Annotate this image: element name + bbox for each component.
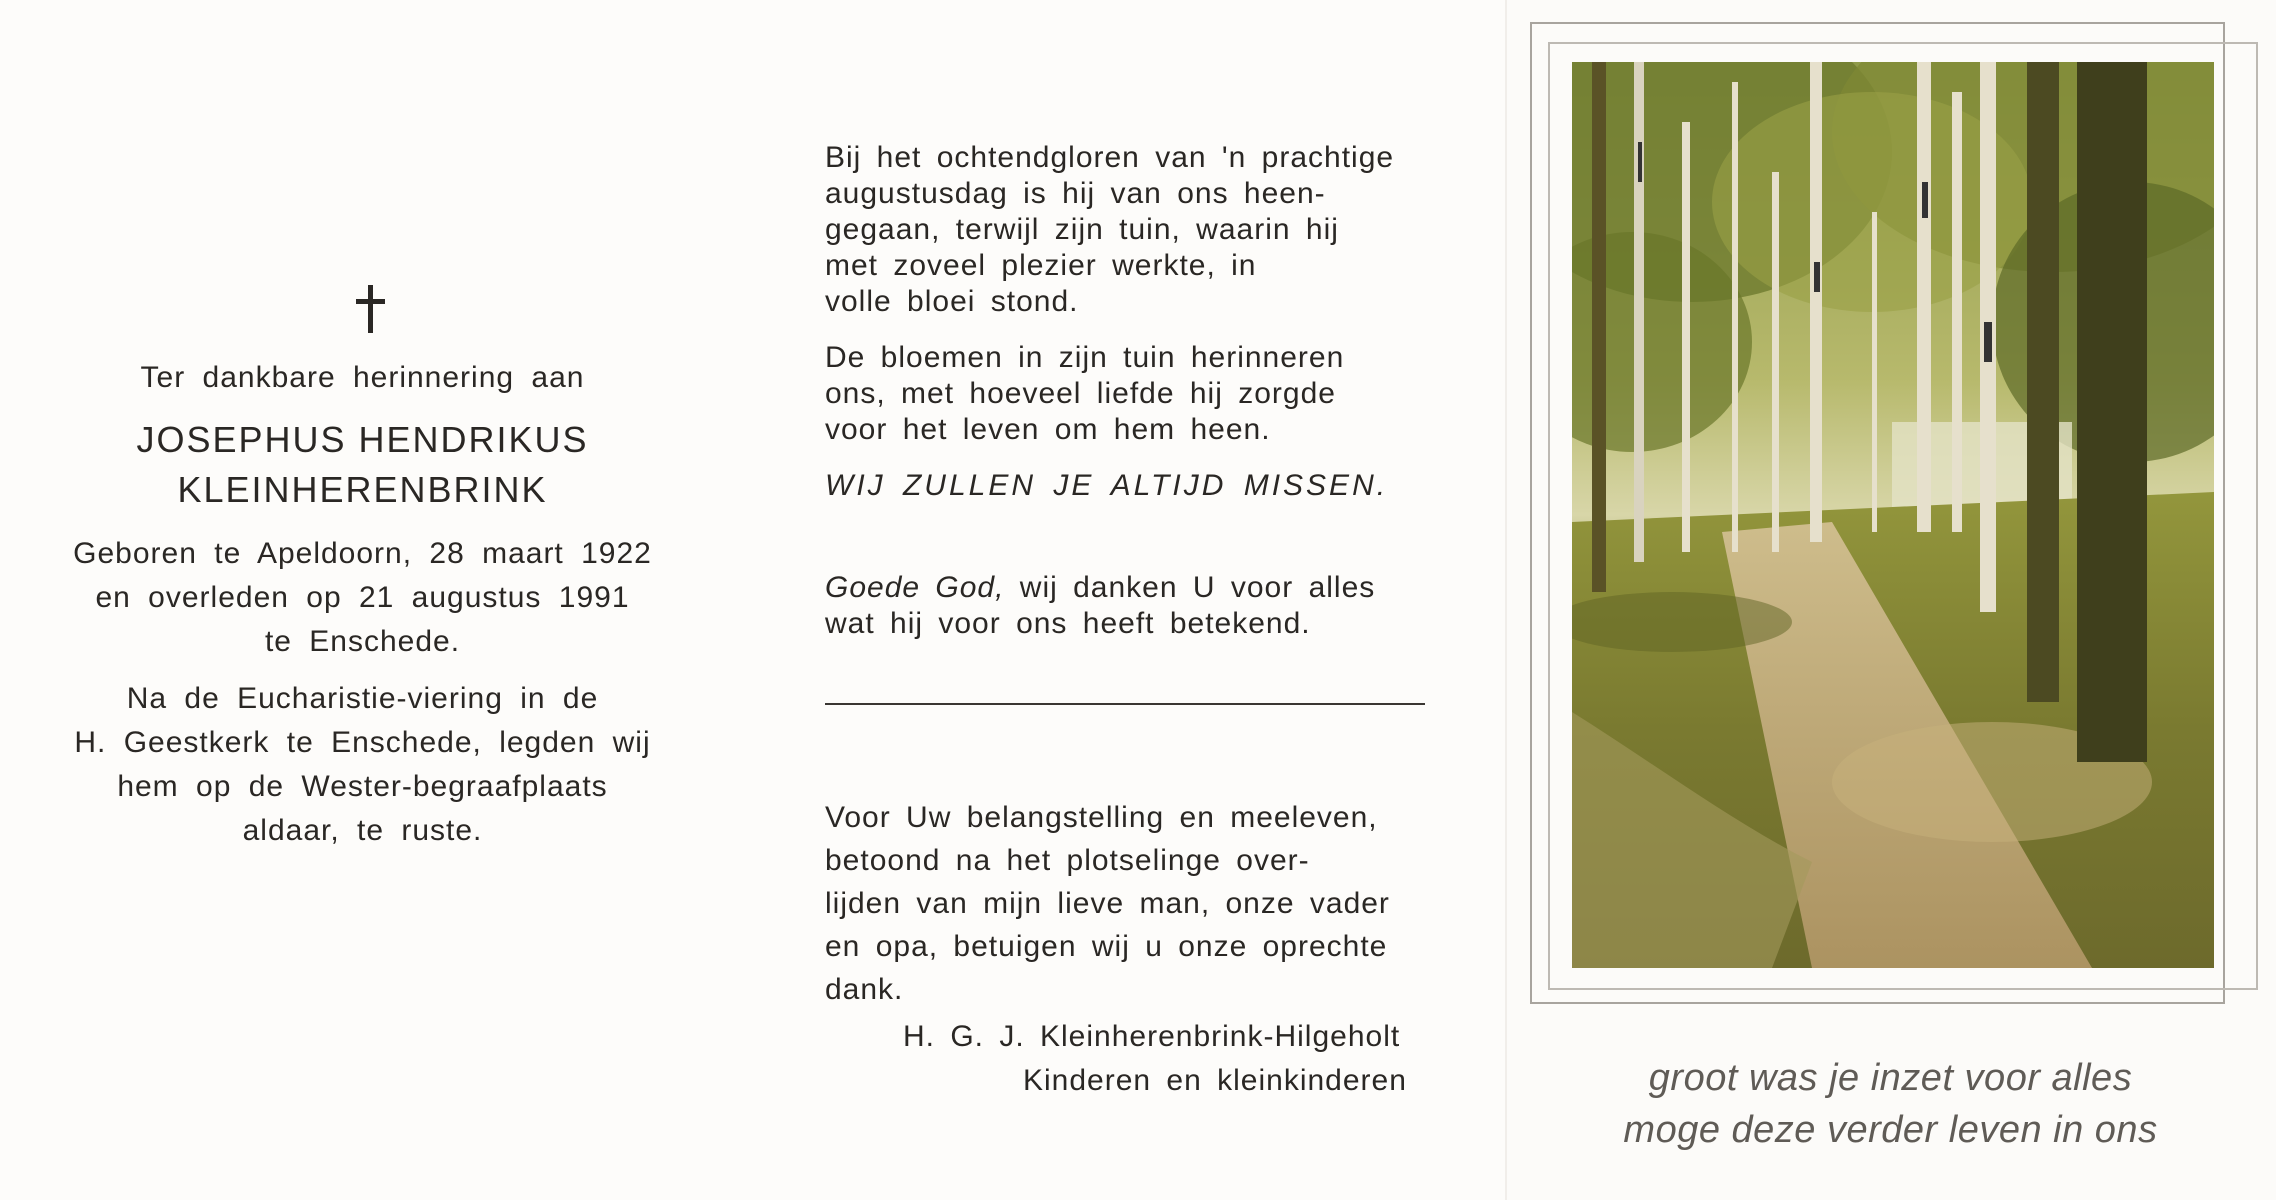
quote-line-2: moge deze verder leven in ons	[1623, 1109, 2158, 1151]
miss-you-text: WIJ ZULLEN JE ALTIJD MISSEN.	[825, 469, 1389, 502]
burial-line: H. Geestkerk te Enschede, legden wij	[74, 726, 651, 759]
poem-line: voor het leven om hem heen.	[825, 413, 1271, 446]
thanks-paragraph	[825, 796, 1390, 1011]
death-line: en overleden op 21 augustus 1991	[95, 581, 630, 614]
prayer-italic: Goede God,	[825, 571, 1005, 604]
left-panel	[0, 0, 760, 1200]
thanks-line: lijden van mijn lieve man, onze vader	[825, 887, 1390, 920]
prayer-rest: wij danken U voor alles	[1004, 571, 1376, 604]
birth-line: Geboren te Apeldoorn, 28 maart 1922	[73, 537, 652, 570]
poem-line: Bij het ochtendgloren van 'n prachtige	[825, 141, 1395, 174]
birth-info	[0, 532, 725, 664]
prayer-text	[825, 570, 1375, 642]
divider-line	[825, 703, 1425, 705]
burial-info	[0, 677, 725, 853]
thanks-line: en opa, betuigen wij u onze oprechte	[825, 930, 1388, 963]
burial-line: Na de Eucharistie-viering in de	[126, 682, 599, 715]
thanks-line: Voor Uw belangstelling en meeleven,	[825, 801, 1378, 834]
intro-text: Ter dankbare herinnering aan	[140, 361, 585, 394]
cross-icon	[352, 285, 388, 333]
prayer-line	[825, 570, 1375, 606]
deceased-name-line2: KLEINHERENBRINK	[177, 469, 548, 510]
thanks-line: dank.	[825, 973, 904, 1006]
poem-line: met zoveel plezier werkte, in	[825, 249, 1257, 282]
poem-line: ons, met hoeveel liefde hij zorgde	[825, 377, 1336, 410]
burial-line: hem op de Wester-begraafplaats	[117, 770, 608, 803]
middle-panel	[760, 0, 1505, 1200]
burial-line: aldaar, te ruste.	[242, 814, 483, 847]
death-place-line: te Enschede.	[264, 625, 461, 658]
poem-paragraph-1	[825, 140, 1394, 320]
forest-path-illustration	[1572, 62, 2214, 968]
poem-line: gegaan, terwijl zijn tuin, waarin hij	[825, 213, 1339, 246]
poem-line: De bloemen in zijn tuin herinneren	[825, 341, 1345, 374]
thanks-line: betoond na het plotselinge over-	[825, 844, 1310, 877]
poem-line: augustusdag is hij van ons heen-	[825, 177, 1326, 210]
prayer-line-2: wat hij voor ons heeft betekend.	[825, 607, 1311, 640]
signature-spouse: H. G. J. Kleinherenbrink-Hilgeholt	[903, 1020, 1401, 1053]
deceased-name-line1: JOSEPHUS HENDRIKUS	[136, 419, 589, 460]
forest-path-photo	[1572, 62, 2214, 968]
quote-line-1: groot was je inzet voor alles	[1648, 1057, 2133, 1099]
poem-paragraph-2	[825, 340, 1344, 448]
poem-line: volle bloei stond.	[825, 285, 1079, 318]
signature-family: Kinderen en kleinkinderen	[1023, 1064, 1407, 1097]
